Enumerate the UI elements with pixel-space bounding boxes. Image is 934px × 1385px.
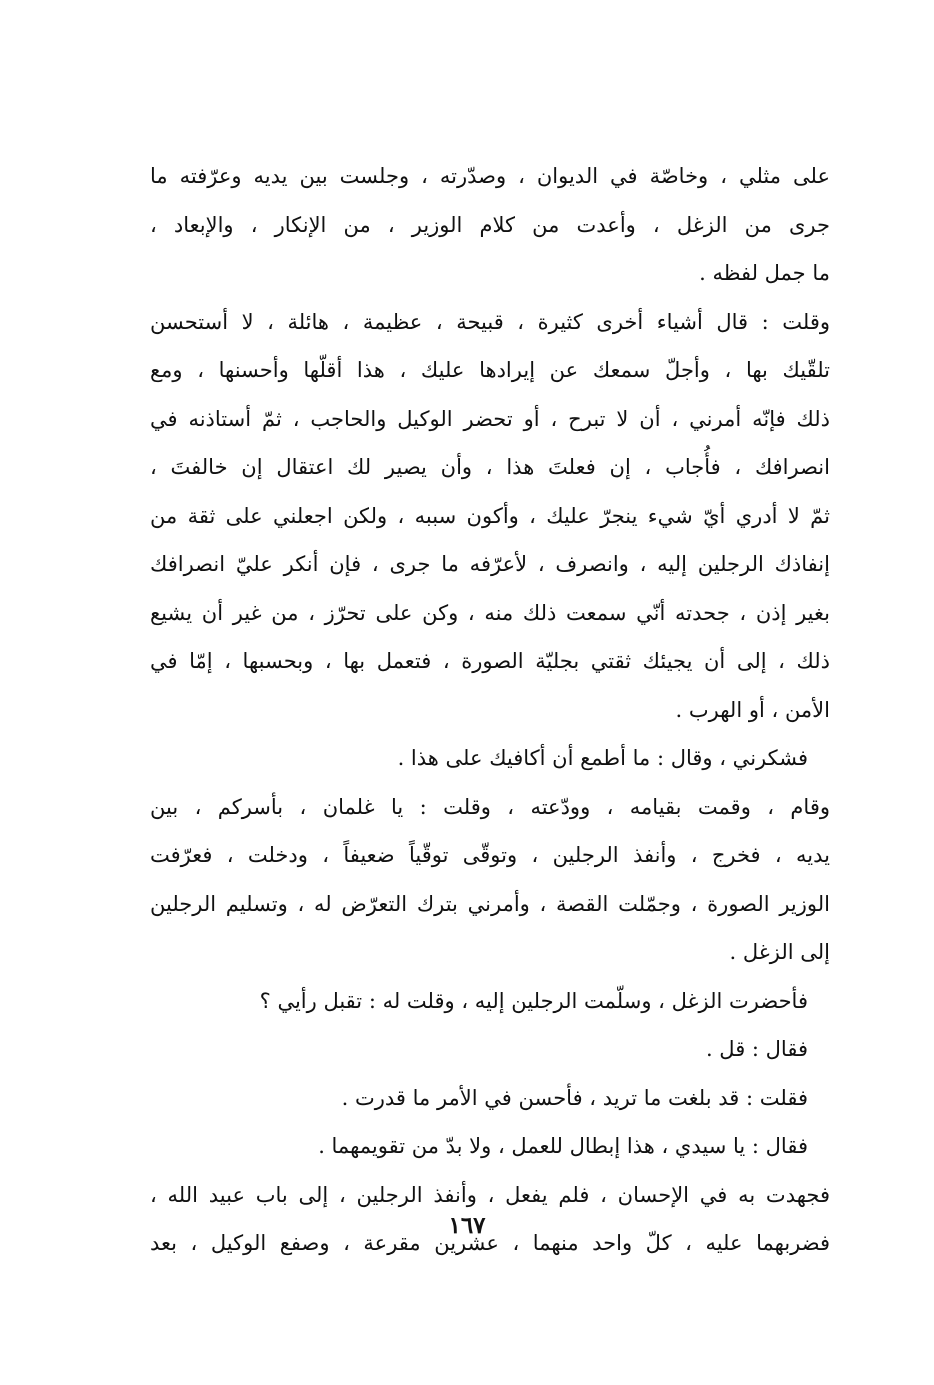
text-line: على مثلي ، وخاصّة في الديوان ، وصدّرته ، وجلست بين يديه وعرّفته ما <box>150 164 830 188</box>
text-line: ذلك ، إلى أن يجيئك ثقتي بجليّة الصورة ، فتعمل بها ، وبحسبها ، إمّا في <box>150 649 830 673</box>
text-line: انصرافك ، فأُجاب ، إن فعلتَ هذا ، وأن يصير لك اعتقال إن خالفتَ ، <box>150 455 830 479</box>
page-number: ١٦٧ <box>448 1212 486 1239</box>
text-line: فأحضرت الزغل ، وسلّمت الرجلين إليه ، وقلت له : تقبل رأيي ؟ <box>259 988 808 1013</box>
text-line: فقلت : قد بلغت ما تريد ، فأحسن في الأمر ما قدرت . <box>341 1085 808 1110</box>
text-line: الوزير الصورة ، وجمّلت القصة ، وأمرني بترك التعرّض له ، وتسليم الرجلين <box>150 891 830 916</box>
text-line: فجهدت به في الإحسان ، فلم يفعل ، وأنفذ الرجلين ، إلى باب عبيد الله ، <box>150 1182 830 1207</box>
text-line: فقال : قل . <box>705 1037 808 1061</box>
text-line: ذلك فإنّه أمرني ، أن لا تبرح ، أو تحضر الوكيل والحاجب ، ثمّ أستاذنه في <box>150 406 830 431</box>
body-text <box>150 152 830 1268</box>
text-line: وقلت : قال أشياء أخرى كثيرة ، قبيحة ، عظيمة ، هائلة ، لا أستحسن <box>150 309 830 334</box>
text-line: فضربهما عليه ، كلّ واحد منهما ، عشرين مقرعة ، وصفع الوكيل ، بعد <box>150 1231 830 1255</box>
text-line: تلقّيك بها ، وأجلّ سمعك عن إيرادها عليك ، هذا أقلّها وأحسنها ، ومع <box>150 358 830 382</box>
text-line: الأمن ، أو الهرب . <box>675 697 830 722</box>
text-line: إنفاذك الرجلين إليه ، وانصرف ، لأعرّفه ما جرى ، فإن أنكر عليّ انصرافك <box>150 552 830 576</box>
text-line: ما جمل لفظه . <box>699 261 830 285</box>
text-line: بغير إذن ، جحدته أنّي سمعت ذلك منه ، وكن على تحرّز ، من غير أن يشيع <box>150 600 830 625</box>
text-line: وقام ، وقمت بقيامه ، وودّعته ، وقلت : يا غلمان ، بأسركم ، بين <box>150 794 830 819</box>
text-line: إلى الزغل . <box>729 940 830 964</box>
text-line: جرى من الزغل ، وأعدت من كلام الوزير ، من الإنكار ، والإبعاد ، <box>150 212 830 237</box>
text-line: فشكرني ، وقال : ما أطمع أن أكافيك على هذا . <box>397 746 808 770</box>
text-line: يديه ، فخرج ، وأنفذ الرجلين ، وتوقّى توقّياً ضعيفاً ، ودخلت ، فعرّفت <box>150 843 830 867</box>
text-line: فقال : يا سيدي ، هذا إبطال للعمل ، ولا بدّ من تقويمهما . <box>318 1134 808 1158</box>
text-line: ثمّ لا أدري أيّ شيء ينجرّ عليك ، وأكون سببه ، ولكن اجعلني على ثقة من <box>150 503 830 528</box>
